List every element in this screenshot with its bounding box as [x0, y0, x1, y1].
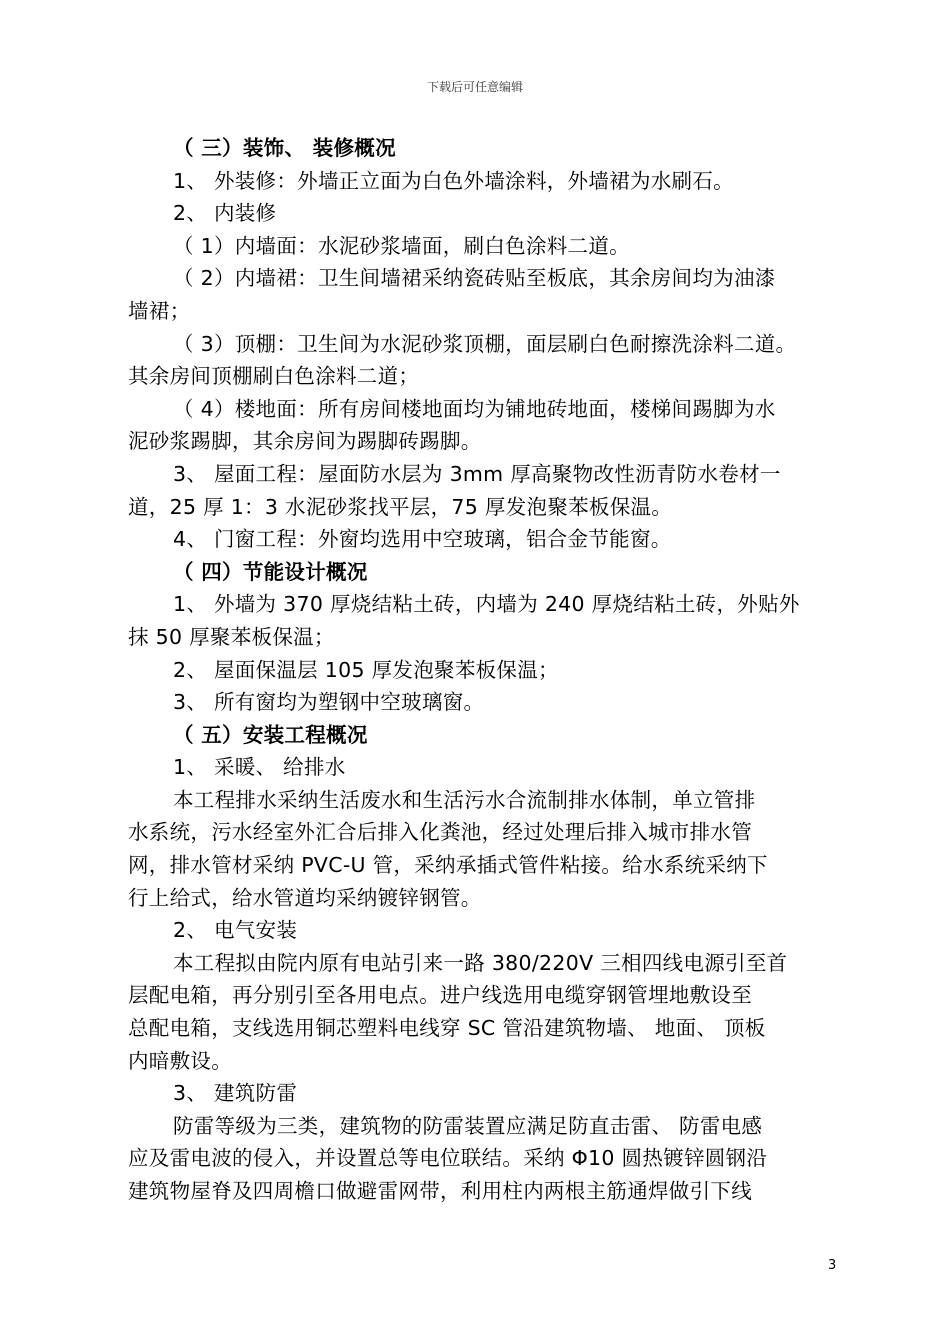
text-line: 建筑物屋脊及四周檐口做避雷网带，利用柱内两根主筋通焊做引下线 — [128, 1179, 752, 1203]
text-line: 抹 50 厚聚苯板保温； — [128, 624, 335, 649]
text-line: 水系统，污水经室外汇合后排入化粪池，经过处理后排入城市排水管 — [128, 820, 752, 845]
section-heading: （ 五）安装工程概况 — [173, 722, 368, 747]
text-line: 墙裙； — [128, 298, 191, 323]
text-line: 1、 采暖、 给排水 — [173, 755, 346, 780]
text-line: 1、 外墙为 370 厚烧结粘土砖，内墙为 240 厚烧结粘土砖，外贴外 — [173, 592, 800, 617]
text-line: 防雷等级为三类，建筑物的防雷装置应满足防直击雷、 防雷电感 — [173, 1113, 763, 1138]
text-line: 总配电箱，支线选用铜芯塑料电线穿 SC 管沿建筑物墙、 地面、 顶板 — [128, 1016, 766, 1041]
text-line: 泥砂浆踢脚，其余房间为踢脚砖踢脚。 — [128, 429, 482, 454]
text-line: 道，25 厚 1：3 水泥砂浆找平层，75 厚发泡聚苯板保温。 — [128, 494, 673, 519]
text-line: 2、 内装修 — [173, 201, 277, 226]
text-line: 3、 屋面工程：屋面防水层为 3mm 厚高聚物改性沥青防水卷材一 — [173, 461, 781, 486]
document-body — [128, 132, 844, 1208]
text-line: （ 2）内墙裙：卫生间墙裙采纳瓷砖贴至板底，其余房间均为油漆 — [173, 266, 776, 291]
text-line: 本工程拟由院内原有电站引来一路 380/220V 三相四线电源引至首 — [173, 950, 788, 975]
section-heading: （ 四）节能设计概况 — [173, 559, 368, 584]
section-heading: （ 三）装饰、 装修概况 — [173, 136, 396, 160]
text-line: （ 4）楼地面：所有房间楼地面均为铺地砖地面，楼梯间踢脚为水 — [173, 396, 776, 421]
page-number: 3 — [828, 1258, 837, 1273]
text-line: 内暗敷设。 — [128, 1048, 232, 1073]
page-header: 下载后可任意编辑 — [426, 80, 523, 94]
text-line: （ 1）内墙面：水泥砂浆墙面，刷白色涂料二道。 — [173, 233, 630, 258]
text-line: 3、 建筑防雷 — [173, 1081, 298, 1106]
text-line: 4、 门窗工程：外窗均选用中空玻璃，铝合金节能窗。 — [173, 527, 672, 552]
text-line: 网，排水管材采纳 PVC-U 管，采纳承插式管件粘接。给水系统采纳下 — [128, 853, 768, 878]
text-line: （ 3）顶棚：卫生间为水泥砂浆顶棚，面层刷白色耐擦洗涂料二道。 — [173, 331, 797, 356]
text-line: 1、 外装修：外墙正立面为白色外墙涂料，外墙裙为水刷石。 — [173, 168, 734, 193]
text-line: 本工程排水采纳生活废水和生活污水合流制排水体制，单立管排 — [173, 787, 756, 812]
text-line: 2、 电气安装 — [173, 918, 298, 943]
text-line: 应及雷电波的侵入，并设置总等电位联结。采纳 Φ10 圆热镀锌圆钢沿 — [128, 1146, 768, 1171]
text-line: 层配电箱，再分别引至各用电点。进户线选用电缆穿钢管埋地敷设至 — [128, 983, 752, 1008]
text-line: 2、 屋面保温层 105 厚发泡聚苯板保温； — [173, 657, 559, 682]
text-line: 其余房间顶棚刷白色涂料二道； — [128, 364, 420, 389]
text-line: 3、 所有窗均为塑钢中空玻璃窗。 — [173, 690, 485, 715]
text-line: 行上给式，给水管道均采纳镀锌钢管。 — [128, 885, 482, 910]
